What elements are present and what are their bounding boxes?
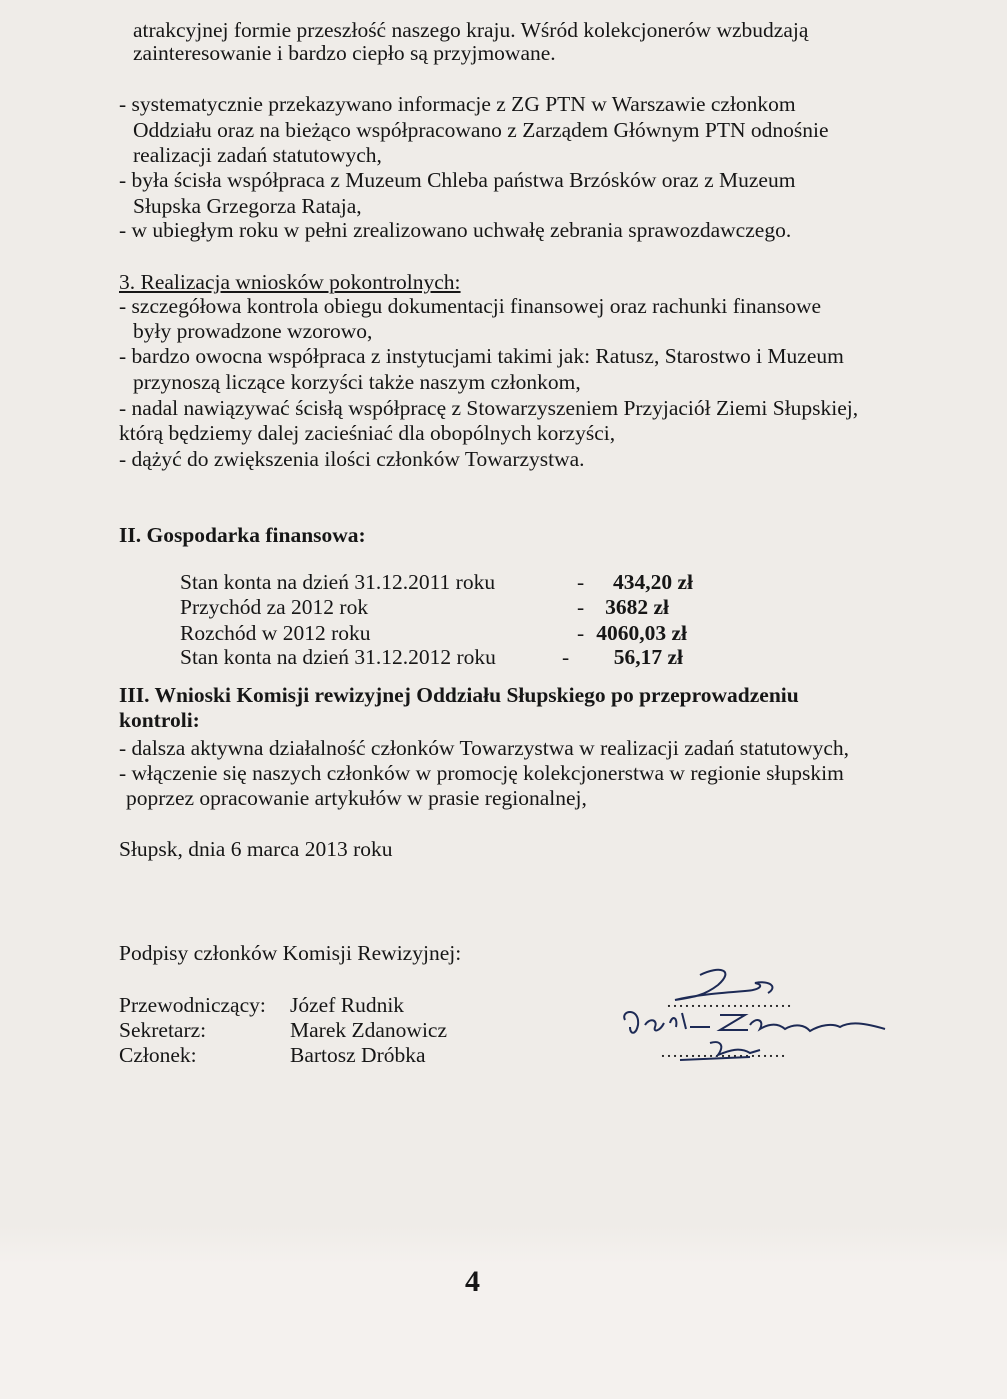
finance-dash: - (577, 621, 585, 645)
signature-rudnik (675, 970, 772, 1000)
finance-label: Stan konta na dzień 31.12.2011 roku (180, 570, 496, 594)
conclusions-line: - dalsza aktywna działalność członków Towarzystwa w realizacji zadań statutowych, (119, 736, 850, 760)
activity-line: - systematycznie przekazywano informacje z ZG PTN w Warszawie członkom (119, 92, 796, 116)
activity-line: Słupska Grzegorza Rataja, (133, 194, 362, 218)
page-number: 4 (465, 1265, 480, 1298)
date-line: Słupsk, dnia 6 marca 2013 roku (119, 837, 393, 861)
finance-label: Rozchód w 2012 roku (180, 621, 371, 645)
finance-value: 434,20 zł (612, 570, 693, 594)
conclusions-heading: III. Wnioski Komisji rewizyjnej Oddziału Słupskiego po przeprowadzeniu (119, 683, 799, 707)
section3-line: - bardzo owocna współpraca z instytucjami takimi jak: Ratusz, Starostwo i Muzeum (119, 344, 844, 368)
finance-value: 3682 zł (605, 595, 669, 619)
finance-label: Przychód za 2012 rok (180, 595, 369, 619)
activity-line: realizacji zadań statutowych, (133, 143, 382, 167)
member-role: Członek: (119, 1043, 197, 1067)
finance-dash: - (577, 595, 585, 619)
signatures-heading: Podpisy członków Komisji Rewizyjnej: (119, 941, 462, 965)
conclusions-line: - włączenie się naszych członków w promocję kolekcjonerstwa w regionie słupskim (119, 761, 844, 785)
finance-dash: - (577, 570, 585, 594)
finance-value: 4060,03 zł (596, 621, 687, 645)
activity-line: - w ubiegłym roku w pełni zrealizowano uchwałę zebrania sprawozdawczego. (119, 218, 792, 242)
intro-line: atrakcyjnej formie przeszłość naszego kraju. Wśród kolekcjonerów wzbudzają (133, 18, 809, 42)
section3-line: - szczegółowa kontrola obiegu dokumentacji finansowej oraz rachunki finansowe (119, 294, 822, 318)
handwritten-signatures (600, 965, 900, 1065)
conclusions-line: poprzez opracowanie artykułów w prasie regionalnej, (126, 786, 587, 810)
signature-drobka (680, 1042, 760, 1060)
section3-line: - nadal nawiązywać ścisłą współpracę z Stowarzyszeniem Przyjaciół Ziemi Słupskiej, (119, 396, 859, 420)
section3-line: - dążyć do zwiększenia ilości członków Towarzystwa. (119, 447, 585, 471)
member-name: Bartosz Dróbka (290, 1043, 426, 1067)
section3-line: którą będziemy dalej zacieśniać dla obopólnych korzyści, (119, 421, 616, 445)
member-name: Józef Rudnik (290, 993, 405, 1017)
section3-line: przynoszą liczące korzyści także naszym członkom, (133, 370, 581, 394)
finance-value: 56,17 zł (613, 645, 683, 669)
member-name: Marek Zdanowicz (290, 1018, 447, 1042)
conclusions-heading: kontroli: (119, 708, 200, 732)
signature-dots: ………………… (666, 991, 792, 1011)
section3-line: były prowadzone wzorowo, (133, 319, 373, 343)
activity-line: - była ścisła współpraca z Muzeum Chleba państwa Brzósków oraz z Muzeum (119, 168, 796, 192)
activity-line: Oddziału oraz na bieżąco współpracowano z Zarządem Głównym PTN odnośnie (133, 118, 829, 142)
finance-label: Stan konta na dzień 31.12.2012 roku (180, 645, 496, 669)
finance-dash: - (562, 645, 570, 669)
signature-zdanowicz (624, 1012, 885, 1033)
section3-heading: 3. Realizacja wniosków pokontrolnych: (119, 270, 461, 294)
member-role: Sekretarz: (119, 1018, 207, 1042)
finance-heading: II. Gospodarka finansowa: (119, 523, 366, 547)
signature-dots: ………………… (660, 1041, 786, 1061)
intro-line: zainteresowanie i bardzo ciepło są przyjmowane. (133, 41, 556, 65)
member-role: Przewodniczący: (119, 993, 266, 1017)
